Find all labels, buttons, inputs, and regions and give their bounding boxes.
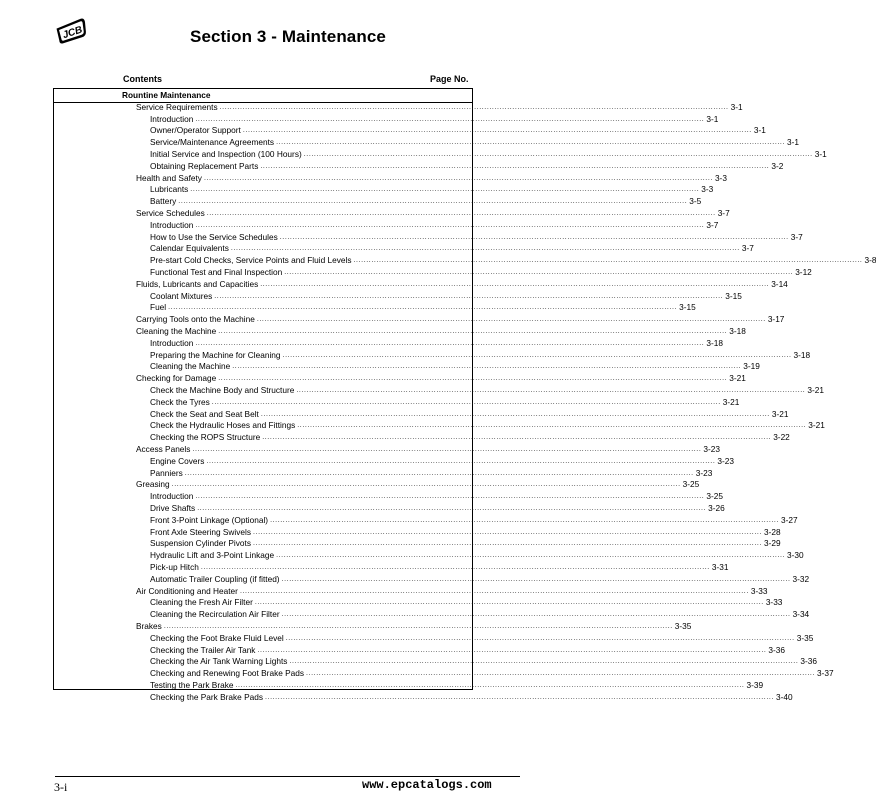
dot-leader: ........................................................................................................................................................................................................ <box>260 410 770 418</box>
toc-entry[interactable] <box>150 219 719 232</box>
toc-entry-label: Cleaning the Machine <box>150 361 231 372</box>
toc-entry[interactable] <box>150 632 814 645</box>
toc-entry-label: Fuel <box>150 302 167 313</box>
dot-leader: ........................................................................................................................................................................................................ <box>195 115 705 123</box>
toc-entry[interactable] <box>136 172 727 185</box>
toc-entry-label: Initial Service and Inspection (100 Hours) <box>150 149 302 159</box>
jcb-logo <box>54 18 90 44</box>
dot-leader: ........................................................................................................................................................................................................ <box>211 398 721 406</box>
toc-entry-label: Checking the Trailer Air Tank <box>150 644 256 655</box>
dot-leader: ........................................................................................................................................................................................................ <box>190 186 700 194</box>
toc-entry-label: Introduction <box>150 219 194 230</box>
toc-entry-label: Front 3-Point Linkage (Optional) <box>150 514 269 525</box>
toc-entry-page: 3-34 <box>792 609 810 620</box>
toc-entry-page: 3-7 <box>790 231 803 242</box>
page-title: Section 3 - Maintenance <box>190 27 386 46</box>
toc-entry[interactable] <box>150 196 702 208</box>
dot-leader: ........................................................................................................................................................................................................ <box>218 328 728 335</box>
toc-entry-page: 3-37 <box>817 668 834 679</box>
toc-entry-page: 3-15 <box>725 290 742 301</box>
toc-entry-page: 3-25 <box>682 479 700 490</box>
toc-entry[interactable] <box>150 255 876 267</box>
toc-entry-page: 3-21 <box>722 396 740 407</box>
toc-entry-label: Checking the Air Tank Warning Lights <box>150 656 288 667</box>
toc-entry-label: Check the Machine Body and Structure <box>150 385 295 395</box>
toc-entry-page: 3-1 <box>753 125 766 136</box>
toc-entry[interactable] <box>136 585 768 598</box>
dot-leader: ........................................................................................................................................................................................................ <box>195 493 705 501</box>
toc-entry-label: Air Conditioning and Heater <box>136 585 238 596</box>
toc-entry-page: 3-26 <box>708 503 725 513</box>
toc-entry[interactable] <box>150 691 793 704</box>
dot-leader: ........................................................................................................................................................................................................ <box>257 646 767 654</box>
footer-website <box>362 778 492 792</box>
toc-entry-label: Introduction <box>150 113 194 124</box>
dot-leader: ........................................................................................................................................................................................................ <box>260 280 770 288</box>
toc-entry[interactable] <box>136 444 720 456</box>
footer-divider <box>55 776 520 777</box>
toc-entry-label: Calendar Equivalents <box>150 243 229 254</box>
toc-entry-label: Suspension Cylinder Pivots <box>150 538 251 549</box>
dot-leader: ........................................................................................................................................................................................................ <box>242 127 752 135</box>
toc-entry-label: Hydraulic Lift and 3-Point Linkage <box>150 550 275 561</box>
toc-entry[interactable] <box>150 160 784 173</box>
toc-entry-page: 3-39 <box>746 680 764 690</box>
toc-entry-page: 3-2 <box>771 160 784 171</box>
toc-entry[interactable] <box>150 668 834 680</box>
toc-entry[interactable] <box>150 420 825 432</box>
dot-leader: ........................................................................................................................................................................................................ <box>282 351 792 359</box>
dot-leader: ........................................................................................................................................................................................................ <box>178 198 688 206</box>
toc-entry-page: 3-3 <box>701 184 714 195</box>
toc-entry-label: Introduction <box>150 337 194 348</box>
toc-entry-label: Check the Seat and Seat Belt <box>150 408 259 419</box>
toc-entry-label: Cleaning the Recirculation Air Filter <box>150 609 280 620</box>
footer-page-number: 3-i <box>54 780 68 794</box>
toc-entry-label: Drive Shafts <box>150 503 196 513</box>
toc-entry-page: 3-8 <box>864 255 876 266</box>
contents-header: Contents <box>123 74 162 84</box>
toc-entry-label: Check the Hydraulic Hoses and Fittings <box>150 420 296 431</box>
dot-leader: ........................................................................................................................................................................................................ <box>296 387 806 394</box>
toc-entry-page: 3-12 <box>795 267 812 277</box>
dot-leader: ........................................................................................................................................................................................................ <box>260 162 770 170</box>
toc-entry-page: 3-21 <box>729 373 746 384</box>
toc-entry[interactable] <box>150 267 812 279</box>
toc-entry-page: 3-21 <box>807 385 824 395</box>
toc-entry[interactable] <box>150 514 798 527</box>
dot-leader: ........................................................................................................................................................................................................ <box>206 210 716 217</box>
toc-entry-label: Pick-up Hitch <box>150 562 199 572</box>
toc-entry-label: Panniers <box>150 467 183 478</box>
dot-leader: ........................................................................................................................................................................................................ <box>285 634 795 642</box>
toc-entry-page: 3-7 <box>717 208 730 218</box>
toc-entry-label: Cleaning the Fresh Air Filter <box>150 597 253 608</box>
toc-entry-page: 3-33 <box>750 585 768 596</box>
toc-entry[interactable] <box>150 396 740 409</box>
toc-entry-label: Automatic Trailer Coupling (if fitted) <box>150 573 280 584</box>
dot-leader: ........................................................................................................................................................................................................ <box>203 174 713 182</box>
toc-entry-label: Functional Test and Final Inspection <box>150 267 283 277</box>
dot-leader: ........................................................................................................................................................................................................ <box>195 339 705 347</box>
dot-leader: ........................................................................................................................................................................................................ <box>289 658 799 666</box>
toc-entry-page: 3-18 <box>729 326 746 336</box>
page-number-header: Page No. <box>430 74 469 84</box>
toc-entry[interactable] <box>136 208 730 220</box>
toc-entry-label: Introduction <box>150 491 194 502</box>
dot-leader: ........................................................................................................................................................................................................ <box>276 139 786 147</box>
toc-entry-label: Service Schedules <box>136 208 205 218</box>
toc-entry-label: Service/Maintenance Agreements <box>150 137 275 148</box>
dot-leader: ........................................................................................................................................................................................................ <box>168 304 678 312</box>
toc-entry[interactable] <box>136 278 788 291</box>
dot-leader: ........................................................................................................................................................................................................ <box>262 434 772 442</box>
website-link[interactable]: www.epcatalogs.com <box>362 778 492 792</box>
toc-entry-label: Checking the ROPS Structure <box>150 432 261 443</box>
toc-entry[interactable] <box>150 184 714 196</box>
toc-entry-page: 3-14 <box>771 278 788 289</box>
toc-entry[interactable] <box>150 231 803 244</box>
toc-entry[interactable] <box>150 526 781 539</box>
toc-entry[interactable] <box>136 479 700 491</box>
toc-entry-label: Lubricants <box>150 184 189 195</box>
dot-leader: ........................................................................................................................................................................................................ <box>230 245 740 253</box>
toc-entry-page: 3-36 <box>800 656 818 667</box>
toc-entry[interactable] <box>136 314 785 326</box>
toc-entry-label: Greasing <box>136 479 170 490</box>
toc-entry[interactable] <box>150 491 723 503</box>
toc-entry[interactable] <box>150 243 754 255</box>
toc-entry-label: Front Axle Steering Swivels <box>150 526 251 537</box>
toc-entry[interactable] <box>150 550 804 562</box>
dot-leader: ........................................................................................................................................................................................................ <box>281 611 791 619</box>
toc-entry-page: 3-23 <box>695 467 713 478</box>
dot-leader: ........................................................................................................................................................................................................ <box>306 670 816 678</box>
toc-entry[interactable] <box>150 656 818 668</box>
toc-entry-page: 3-17 <box>767 314 785 325</box>
toc-entry[interactable] <box>150 137 800 149</box>
toc-entry-page: 3-40 <box>775 691 793 702</box>
toc-entry-page: 3-30 <box>787 550 804 561</box>
toc-entry-label: Checking and Renewing Foot Brake Pads <box>150 668 305 679</box>
toc-entry[interactable] <box>150 361 760 373</box>
toc-entry[interactable] <box>150 349 811 362</box>
toc-entry-page: 3-31 <box>711 562 729 572</box>
dot-leader: ........................................................................................................................................................................................................ <box>270 516 780 524</box>
toc-entry[interactable] <box>122 90 469 102</box>
toc-entry-label: Pre-start Cold Checks, Service Points and Fluid Levels <box>150 255 352 266</box>
toc-entry[interactable] <box>150 597 783 609</box>
toc-entry-page: 3-29 <box>763 538 781 549</box>
toc-entry[interactable] <box>150 644 786 657</box>
toc-entry[interactable] <box>150 125 766 137</box>
toc-entry-page: 3-27 <box>781 514 798 525</box>
toc-entry-page: 3-35 <box>796 632 814 643</box>
toc-entry[interactable] <box>136 101 743 114</box>
toc-entry-page: 3-32 <box>792 573 810 584</box>
dot-leader: ........................................................................................................................................................................................................ <box>200 564 710 571</box>
toc-entry-page: 3-28 <box>763 526 781 537</box>
toc-entry-page: 3-25 <box>706 491 723 502</box>
toc-entry-page: 3-22 <box>773 432 790 443</box>
dot-leader: ........................................................................................................................................................................................................ <box>197 505 707 512</box>
toc-entry-page: 3-23 <box>703 444 720 454</box>
toc-entry-label: Check the Tyres <box>150 396 210 407</box>
dot-leader: ........................................................................................................................................................................................................ <box>279 233 789 241</box>
toc-entry-page: 3-1 <box>787 137 800 148</box>
dot-leader: ........................................................................................................................................................................................................ <box>253 528 762 536</box>
toc-entry-label: Testing the Park Brake <box>150 680 234 690</box>
toc-entry-label: Obtaining Replacement Parts <box>150 160 259 171</box>
dot-leader: ........................................................................................................................................................................................................ <box>239 587 749 595</box>
toc-entry-page: 3-35 <box>674 621 692 631</box>
dot-leader: ........................................................................................................................................................................................................ <box>253 540 762 548</box>
toc-entry[interactable] <box>150 149 827 161</box>
dot-leader: ........................................................................................................................................................................................................ <box>265 693 774 701</box>
toc-entry-page: 3-23 <box>717 455 734 466</box>
toc-entry[interactable] <box>150 455 734 468</box>
dot-leader: ........................................................................................................................................................................................................ <box>219 103 729 111</box>
toc-entry[interactable] <box>150 562 729 574</box>
toc-entry[interactable] <box>150 538 781 550</box>
toc-entry[interactable] <box>136 326 746 338</box>
toc-entry-page: 3-1 <box>730 101 743 112</box>
toc-entry-label: Coolant Mixtures <box>150 290 213 301</box>
dot-leader: ........................................................................................................................................................................................................ <box>218 375 728 383</box>
toc-entry-page: 3-36 <box>768 644 786 655</box>
dot-leader: ........................................................................................................................................................................................................ <box>235 682 745 689</box>
toc-entry-page: 3-18 <box>793 349 811 360</box>
toc-entry-page: 3-7 <box>706 219 719 230</box>
toc-entry-page: 3-18 <box>706 337 723 348</box>
toc-entry[interactable] <box>150 609 810 621</box>
dot-leader: ........................................................................................................................................................................................................ <box>206 457 716 465</box>
toc-entry-label: Fluids, Lubricants and Capacities <box>136 278 259 289</box>
dot-leader: ........................................................................................................................................................................................................ <box>281 575 791 583</box>
toc-entry-label: Service Requirements <box>136 101 218 112</box>
toc-entry-label: Rountine Maintenance <box>122 90 211 100</box>
toc-entry-page: 3-7 <box>741 243 754 254</box>
toc-entry-page: 3-5 <box>689 196 702 207</box>
toc-entry[interactable] <box>150 385 824 397</box>
toc-entry-label: Battery <box>150 196 177 207</box>
toc-entry[interactable] <box>150 113 719 126</box>
toc-entry[interactable] <box>150 432 790 444</box>
toc-entry-label: Brakes <box>136 621 162 631</box>
toc-entry[interactable] <box>150 680 764 692</box>
toc-entry-page: 3-15 <box>679 302 696 313</box>
dot-leader: ........................................................................................................................................................................................................ <box>303 151 813 158</box>
dot-leader: ........................................................................................................................................................................................................ <box>353 257 863 265</box>
toc-entry-label: Cleaning the Machine <box>136 326 217 336</box>
dot-leader: ........................................................................................................................................................................................................ <box>192 446 702 453</box>
toc-entry-label: Checking the Foot Brake Fluid Level <box>150 632 284 643</box>
dot-leader: ........................................................................................................................................................................................................ <box>276 552 786 560</box>
dot-leader: ........................................................................................................................................................................................................ <box>163 623 673 630</box>
dot-leader: ........................................................................................................................................................................................................ <box>284 269 794 276</box>
logo-text: JCB <box>61 24 84 42</box>
dot-leader: ........................................................................................................................................................................................................ <box>214 292 724 300</box>
toc-entry[interactable] <box>150 337 723 350</box>
toc-entry-label: Engine Covers <box>150 455 205 466</box>
toc-entry-page: 3-3 <box>714 172 727 183</box>
dot-leader: ........................................................................................................................................................................................................ <box>184 469 694 477</box>
toc-entry-page: 3-1 <box>706 113 719 124</box>
dot-leader: ........................................................................................................................................................................................................ <box>232 363 742 371</box>
toc-entry[interactable] <box>150 503 725 515</box>
toc-entry-label: Owner/Operator Support <box>150 125 241 136</box>
toc-entry-label: Checking for Damage <box>136 373 217 384</box>
dot-leader: ........................................................................................................................................................................................................ <box>195 221 705 229</box>
toc-entry-label: Preparing the Machine for Cleaning <box>150 349 281 360</box>
dot-leader: ........................................................................................................................................................................................................ <box>256 316 766 324</box>
toc-entry-page: 3-1 <box>814 149 827 159</box>
toc-entry[interactable] <box>150 573 810 586</box>
toc-entry[interactable] <box>150 467 713 480</box>
toc-entry-page: 3-21 <box>771 408 789 419</box>
dot-leader: ........................................................................................................................................................................................................ <box>254 599 764 607</box>
toc-entry-label: Checking the Park Brake Pads <box>150 691 263 702</box>
dot-leader: ........................................................................................................................................................................................................ <box>171 481 681 489</box>
toc-entry-page: 3-19 <box>743 361 760 372</box>
toc-entry[interactable] <box>150 302 696 314</box>
toc-entry[interactable] <box>136 373 746 385</box>
toc-entry-label: Carrying Tools onto the Machine <box>136 314 255 325</box>
toc-entry-page: 3-21 <box>808 420 825 431</box>
toc-entry-label: Health and Safety <box>136 172 202 183</box>
toc-entry[interactable] <box>150 408 789 421</box>
toc-entry[interactable] <box>136 621 692 633</box>
toc-entry-label: Access Panels <box>136 444 191 454</box>
toc-entry[interactable] <box>150 290 742 303</box>
table-of-contents <box>53 88 876 702</box>
toc-entry-page: 3-33 <box>765 597 783 608</box>
dot-leader: ........................................................................................................................................................................................................ <box>297 422 807 430</box>
toc-entry-label: How to Use the Service Schedules <box>150 231 278 242</box>
